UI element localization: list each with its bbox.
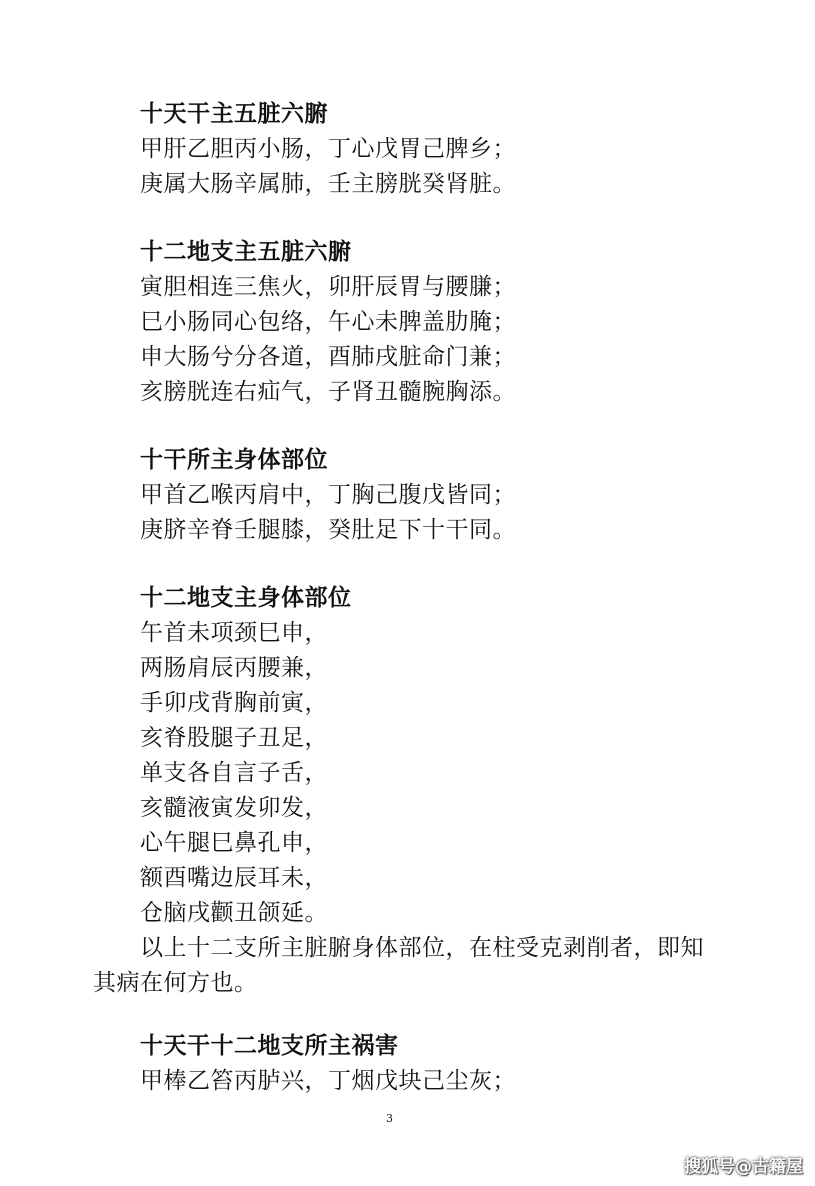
text-line: 手卯戌背胸前寅，: [140, 690, 328, 716]
watermark: 搜狐号@古籍屋: [684, 1157, 803, 1177]
text-line: 亥膀胱连右疝气，子肾丑髓腕胸添。: [140, 379, 516, 405]
text-line: 仓脑戌颧丑颌延。: [140, 900, 328, 926]
text-line: 额酉嘴边辰耳未，: [140, 865, 328, 891]
text-line: 亥脊股腿子丑足，: [140, 725, 328, 751]
text-line: 申大肠兮分各道，酉肺戌脏命门兼；: [140, 344, 516, 370]
text-line: 亥髓液寅发卯发，: [140, 795, 328, 821]
text-line: 甲首乙喉丙肩中，丁胸己腹戊皆同；: [140, 482, 516, 508]
section-heading: 十二地支主五脏六腑: [140, 239, 352, 265]
paragraph-line: 其病在何方也。: [93, 970, 258, 996]
section-heading: 十干所主身体部位: [140, 447, 328, 473]
text-line: 寅胆相连三焦火，卯肝辰胃与腰膁；: [140, 274, 516, 300]
text-line: 甲棒乙笞丙胪兴，丁烟戊块己尘灰；: [140, 1068, 516, 1094]
text-line: 庚脐辛脊壬腿膝，癸肚足下十干同。: [140, 517, 516, 543]
text-line: 单支各自言子舌，: [140, 760, 328, 786]
text-line: 心午腿巳鼻孔申，: [140, 830, 328, 856]
section-heading: 十二地支主身体部位: [140, 585, 352, 611]
page-number: 3: [386, 1112, 393, 1125]
section-heading: 十天干主五脏六腑: [140, 101, 328, 127]
text-line: 午首未项颈巳申，: [140, 620, 328, 646]
text-line: 甲肝乙胆丙小肠，丁心戊胃己脾乡；: [140, 136, 516, 162]
paragraph-line: 以上十二支所主脏腑身体部位，在柱受克剥削者，即知: [140, 935, 704, 961]
section-heading: 十天干十二地支所主祸害: [140, 1033, 399, 1059]
text-line: 巳小肠同心包络，午心未脾盖肋腌；: [140, 309, 516, 335]
text-line: 两肠肩辰丙腰兼，: [140, 655, 328, 681]
text-line: 庚属大肠辛属肺，壬主膀胱癸肾脏。: [140, 171, 516, 197]
